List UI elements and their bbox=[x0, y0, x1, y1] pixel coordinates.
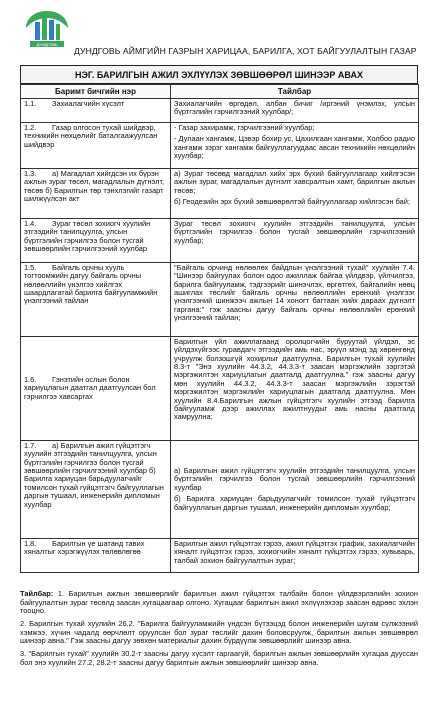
row-number: 1.6. bbox=[24, 374, 37, 384]
description-cell bbox=[171, 123, 419, 169]
note-paragraph: 2. Барилгын тухай хуулийн 26.2. "Барилга байгууламжийн үндсэн бүтээцэд болон инженерийн шугам сүлжээний хэмжээ, хүчин чадалд өөрчлөлт оруулсан бол зураг төслийг дахин боловсруулж, барилгын ажлын зөвшөөрөл шинээр авна." Гэж заасны дагуу зөвхөн материалыг дахин бүрдүүлж зөвшөөрлийг шинээр авна. bbox=[20, 618, 418, 646]
table-row bbox=[21, 539, 419, 573]
row-number: 1.2. bbox=[24, 123, 37, 133]
document-cell bbox=[21, 539, 171, 573]
description-cell bbox=[171, 169, 419, 219]
description-cell bbox=[171, 263, 419, 337]
document-name: Гэнэтийн ослын болон хариуцлагын даатгал даатгуулсан бол гэрчилгээ хавсаргах bbox=[24, 374, 156, 401]
table-row bbox=[21, 263, 419, 337]
description-cell bbox=[171, 99, 419, 123]
description-text: "Байгаль орчинд нөлөөлөх байдлын үнэлгээний тухай" хуулийн 7.4. "Шинээр байгуулах болон одоо ажиллаж байгаа үйлдвэр, үйлчилгээ, барилга байгууламж, тэдгээрийг шинэчлэх, өргөтгөх, байгалийн нөөц ашиглах төслийг байгаль орчны нөлөөллийн ерөнхий үнэлгээг үнэлгээний шинжээч ажлын 14 хоногт багтаан хийх дараах дүгнэлт гаргана:" гэж заасны дагуу байгаль орчны нөлөөллийн ерөнхий үнэлгээний тайлан; bbox=[174, 263, 415, 323]
table-row bbox=[21, 123, 419, 169]
document-name: Барилгын үе шатанд тавих хяналтыг хэрэгжүүлэх төлөвлөгөө bbox=[24, 539, 145, 557]
description-text: Зураг төсөл зохиогч хуулийн этгээдийн танилцуулга, улсын бүртгэлийн гэрчилгээ болон тусгай зөвшөөрлийн гэрчилгээний хуулбар; bbox=[174, 219, 415, 245]
organization-logo bbox=[22, 8, 72, 54]
row-number: 1.5. bbox=[24, 263, 37, 273]
description-text: Барилгын ажил гүйцэтгэх гэрээ, ажил гүйцэтгэх график, захиалагчийн хяналт гүйцэтгэх гэрээ, зохиогчийн хяналт гүйцэтгэх гэрээ, хувьварь, талбай зохион байгуулалтын зураг; bbox=[174, 539, 415, 565]
document-name: Захиалагчийн хүсэлт bbox=[52, 99, 125, 109]
table-row bbox=[21, 441, 419, 539]
description-text: Захиалагчийн өргөдөл, албан бичиг /иргэний үнэмлэх, улсын бүртгэлийн гэрчилгээний хуулбар/; bbox=[174, 99, 415, 117]
table-row bbox=[21, 169, 419, 219]
table-row bbox=[21, 219, 419, 263]
description-text: а) Барилгын ажил гүйцэтгэгч хуулийн этгээдийн танилцуулга, улсын бүртгэлийн гэрчилгээ болон тусгай зөвшөөрлийн гэрчилгээний хуулбар bbox=[174, 466, 415, 492]
row-number: 1.1. bbox=[24, 99, 37, 109]
row-number: 1.4. bbox=[24, 219, 37, 229]
row-number: 1.7. bbox=[24, 441, 37, 451]
column-header-description: Тайлбар bbox=[171, 85, 419, 99]
document-name: Зураг төсөл зохиогч хуулийн этгээдийн танилцуулга, улсын бүртгэлийн гэрчилгээ болон тусгай зөвшөөрлийн гэрчилгээний хуулбар bbox=[24, 219, 151, 254]
description-cell bbox=[171, 219, 419, 263]
page-title: НЭГ. БАРИЛГЫН АЖИЛ ЭХЛҮҮЛЭХ ЗӨВШӨӨРӨЛ ШИНЭЭР АВАХ bbox=[20, 65, 418, 84]
document-name: а) Барилгын ажил гүйцэтгэгч хуулийн этгээдийн танилцуулга, улсын бүртгэлийн гэрчилгээ болон тусгай зөвшөөрлийн гэрчилгээний хуулбар б) Барилга хариуцан барьдуулагчийг томилсон тухай гүйцэтгэгч байгууллагын даргын тушаал, инженерийн дипломын хуулбар bbox=[24, 441, 164, 509]
description-text: б) Барилга хариуцан барьдуулагчийг томилсон тухай гүйцэтгэгч байгууллагын даргын тушаал, инженерийн дипломын хуулбар; bbox=[174, 494, 415, 512]
document-cell bbox=[21, 263, 171, 337]
logo-caption: ДУНДГОВЬ bbox=[36, 42, 58, 47]
description-cell bbox=[171, 539, 419, 573]
note-paragraph: 3. "Барилгын тухай" хуулийн 30.2-т заасны дагуу хүсэлт гаргаагүй, барилгын ажлын зөвшөөрлийн хугацаа дууссан бол энэ хуулийн 27.2, 28.2-т заасны дагуу барилгын ажлын зөвшөөрлийг шинээр авна. bbox=[20, 648, 418, 667]
description-text: - Газар захирамж, гэрчилгээний хуулбар; bbox=[174, 123, 315, 133]
document-cell bbox=[21, 169, 171, 219]
document-cell bbox=[21, 123, 171, 169]
document-name: а) Магадлал хийгдсэн их бүрэн ажлын зураг төсөл, магадлалын дүгнэлт, төсөв б) Барилгын төр тэнхлэгийг газарт шилжүүлсэн акт bbox=[24, 169, 165, 204]
description-text: б) Геодезийн эрх бүхий зөвшөөрөлтэй байгууллагаар хийлгэсэн бай; bbox=[174, 197, 410, 207]
organization-name: ДУНДГОВЬ АЙМГИЙН ГАЗРЫН ХАРИЦАА, БАРИЛГА, ХОТ БАЙГУУЛАЛТЫН ГАЗАР bbox=[74, 46, 417, 56]
column-header-document: Баримт бичгийн нэр bbox=[21, 85, 171, 99]
document-name: Байгаль орчны хууль тогтоомжийн дагуу байгаль орчны нөлөөллийн үнэлгээ хийлгэх шаардлагатай барилга байгууламжийн үнэлгээний тайлан bbox=[24, 263, 158, 306]
notes-label: Тайлбар: bbox=[20, 589, 54, 598]
note-paragraph bbox=[20, 590, 418, 616]
description-text: - Дулаан хангамж, Цэвэр бохир ус, Цахилгаан хангамж, Холбоо радио хангамж зэрэг хангамж байгууллагуудаас авсан техникийн нөхцөлийн хуулбар; bbox=[174, 134, 415, 161]
note-text: 1. Барилгын ажлын зөвшөөрлийг барилгын ажил гүйцэтгэх талбайн болон үйлдвэрлэлийн зохион байгуулалтын зураг төсөлд заасан хугацаагаар олгоно. Хугацааг барилгын ажил эхлүүлэхээр заасан өдрөөс эхлэн тооцно. bbox=[20, 589, 418, 616]
table-row bbox=[21, 99, 419, 123]
description-text: а) Зураг төсөвд магадлал хийх эрх бүхий байгууллагаар хийлгэсэн ажлын зураг, магадлалын дүгнэлт хавсралтын хамт, барилгын ажлын төсөв; bbox=[174, 169, 415, 195]
table-row bbox=[21, 337, 419, 441]
notes-section bbox=[20, 590, 418, 671]
requirements-table bbox=[20, 84, 419, 573]
document-name: Газар олгосон тухай шийдвэр, техникийн нөхцөлийг баталгаажуулсан шийдвэр bbox=[24, 123, 158, 149]
document-cell bbox=[21, 219, 171, 263]
document-cell bbox=[21, 99, 171, 123]
document-cell bbox=[21, 441, 171, 539]
row-number: 1.3. bbox=[24, 169, 37, 179]
row-number: 1.8. bbox=[24, 539, 37, 549]
description-cell bbox=[171, 337, 419, 441]
description-cell bbox=[171, 441, 419, 539]
table-header-row bbox=[21, 85, 419, 99]
description-text: Барилгын үйл ажиллагаанд оролцогчийн буруутай үйлдэл, эс үйлдэхүйгээс гуравдагч этгээдийн амь нас, эрүүл мэнд эд хөрөнгөнд учруулж болзошгүй хохирлыг даатгуулна. Барилгын тухай хуулийн 8.3-т "Энэ хуулийн 44.3.2, 44.3.3-т заасан мэргэжлийн зэргэтэй мэргэжилтэн хариуцлагын даатгалд даатгуулна." гэж заасны дагуу мөн хуулийн 44.3.2, 44.3.3-т заасан мэргэжлийн зэрэгтэй мэргэжилтэн мэргэжлийн хариуцлагын даатгалд даатгуулна. Мөн хуулийн 8.4.Барилгын ажлын гүйцэтгэгч хуулийн этгээд барилга байгууламж дээр ажиллах ажилтнуудыг амь насны даатгалд хамруулна; bbox=[174, 337, 415, 422]
document-cell bbox=[21, 337, 171, 441]
